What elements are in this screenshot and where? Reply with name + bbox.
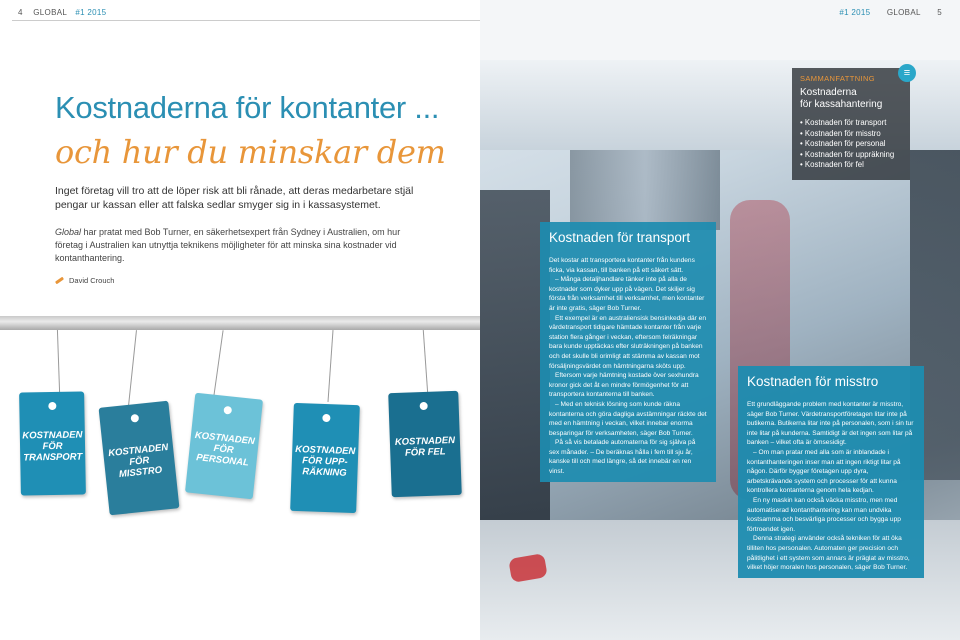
intro-paragraph: Inget företag vill tro att de löper risk att bli rånade, att deras medarbetare stjäl pengar ur kassan eller att falska sedlar smyger sig in i kassasystemet. [55,185,414,211]
summary-item: • Kostnaden för fel [800,160,902,171]
right-folio [833,8,942,17]
tag-string [327,330,333,402]
misstro-panel [738,366,924,578]
tag-label: KOSTNADEN FÖR MISSTRO [107,441,169,480]
summary-label: SAMMANFATTNING [800,74,876,83]
issue-label: #1 2015 [839,8,871,17]
tag-string [128,330,137,406]
summary-item: • Kostnaden för personal [800,139,902,150]
transport-panel [540,222,716,482]
author-name: David Crouch [69,276,115,285]
tag-label: KOSTNADEN FÖR UPP-RÄKNING [295,443,356,479]
lead-text: har pratat med Bob Turner, en säkerhetsexpert från Sydney i Australien, om hur företag i Australien kan utnyttja teknikens möjligheter för att minska sina kostnader vid kontanthantering. [55,227,401,263]
transport-paragraph: – Många detaljhandlare tänker inte på alla de kostnader som dyker upp på vägen. Det skiljer sig första från verksamhet till verksamhet, men kontanter är inte gratis, säger Bob Turner. [549,276,705,312]
shop-front [570,150,720,230]
list-icon: ≡ [898,64,916,82]
price-tag-upprakning [290,403,360,513]
transport-paragraph: Eftersom varje hämtning kostade över sexhundra kronor gick det åt en mindre förmögenhet för att transportera kontanterna till banken. [549,372,699,399]
summary-box [792,68,910,180]
transport-title: Kostnaden för transport [549,230,691,245]
section-label: GLOBAL [33,8,67,17]
summary-item: • Kostnaden för transport [800,118,902,129]
subheadline: och hur du minskar dem [55,133,446,171]
misstro-paragraph: – Om man pratar med alla som är inblandade i kontanthanteringen inser man att ingen riktigt litar på någon. Därför bygger företagen upp dyra, arbetskrävande system och processer för att kunna kontrollera kontanterna genom hela kedjan. [747,448,901,495]
transport-paragraph: – Med en teknisk lösning som kunde räkna kontanterna och göra dagliga avstämningar räckte det med en hämtning i veckan, vilket innebar enorma besparingar för verksamheten, säger Bob Turner. [549,400,707,437]
misstro-title: Kostnaden för misstro [747,374,879,389]
tag-string [57,330,60,392]
price-tag-personal [185,393,263,500]
summary-item: • Kostnaden för misstro [800,129,902,140]
tag-string [213,330,223,395]
misstro-paragraph: Denna strategi använder också tekniken för att öka tilliten hos personalen. Automaten ger precision och pålitlighet i ett system som annars är präglat av misstro, vilket höjer moralen hos personalen, säger Bob Turner. [747,535,910,572]
tag-label: KOSTNADEN FÖR TRANSPORT [22,429,83,464]
price-tag-misstro [99,401,180,516]
price-tag-transport [19,391,86,495]
price-tag-fel [388,391,462,497]
misstro-paragraph: Ett grundläggande problem med kontanter är misstro, säger Bob Turner. Värdetransportföretagen litar inte på butikerna. Butikerna litar inte på personalen, som i sin tur inte litar på kunderna. Samtidigt är det ingen som litar på banken – vilket ofta är ömsesidigt. [747,401,914,447]
hanging-rail [0,316,480,330]
page-number: 5 [937,8,942,17]
section-label: GLOBAL [886,8,921,17]
byline [55,276,114,285]
tag-label: KOSTNADEN FÖR FEL [394,434,456,459]
left-folio [18,8,106,17]
issue-label: #1 2015 [75,8,107,17]
summary-title-line: för kassahantering [800,99,883,110]
right-page-photo [480,0,960,640]
lead-paragraph [55,226,415,265]
tag-string [423,330,428,394]
transport-paragraph: Det kostar att transportera kontanter från kundens ficka, via kassan, till banken på ett säkert sätt. [549,257,695,274]
page-number: 4 [18,8,23,17]
tag-label: KOSTNADEN FÖR PERSONAL [194,429,256,469]
misstro-paragraph: En ny maskin kan också väcka misstro, men med automatiserad kontanthantering kan man undvika kostsamma och besvärliga processer och bygga upp förtroendet igen. [747,496,901,533]
pencil-icon [55,277,64,285]
header-rule [12,20,480,21]
headline: Kostnaderna för kontanter ... [55,90,440,125]
summary-title-line: Kostnaderna [800,87,857,98]
transport-paragraph: På så vis betalade automaterna för sig själva på sex månader. – De beräknas hålla i fem till sju år, kanske till och med längre, så det innebär en ren vinst. [549,439,696,476]
summary-list [800,118,902,171]
transport-paragraph: Ett exempel är en australiensisk bensinkedja där en värdetransport tidigare hämtade kontanter från varje station flera gånger i veckan, eftersom felräkningar bara kunde upptäckas efter sluträkningen på banken och det skulle bli orimligt att stämma av kassan mot försäljningsvärdet om hämtningarna sköts upp. [549,314,707,370]
magazine-name: Global [55,227,82,237]
summary-title [800,87,902,111]
summary-item: • Kostnaden för uppräkning [800,150,902,161]
